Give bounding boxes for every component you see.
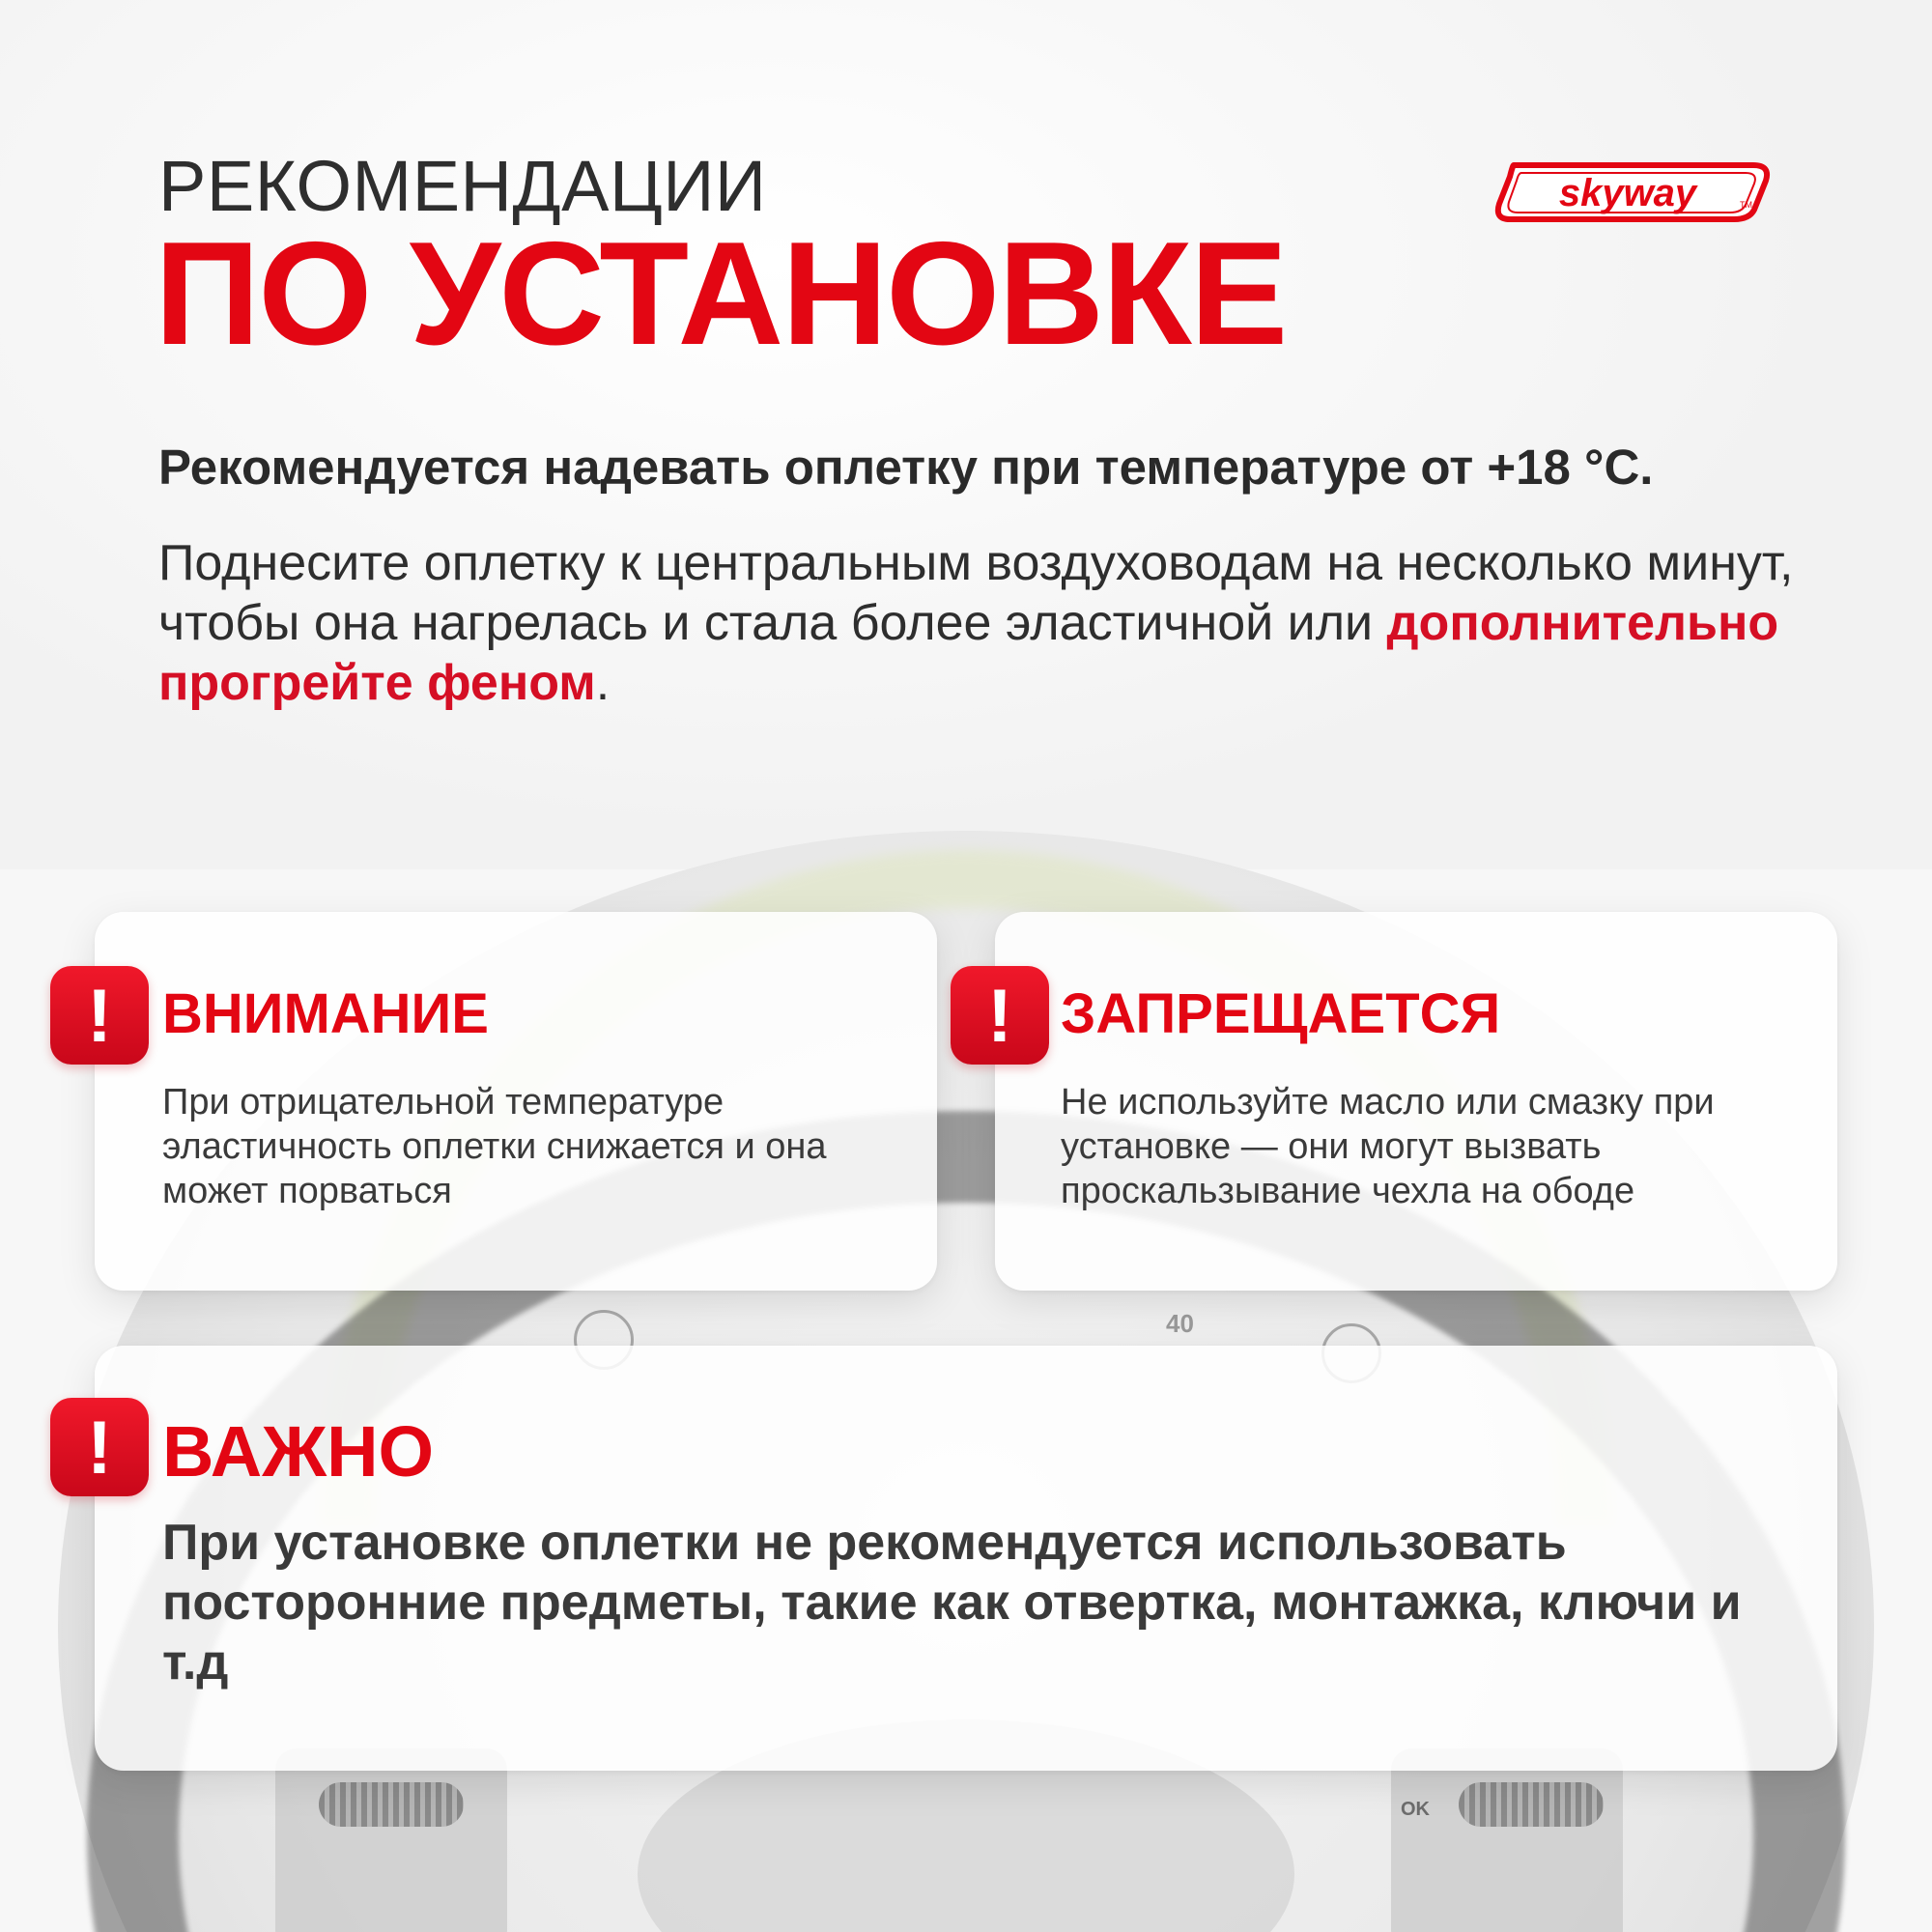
dashboard-number: 200	[1474, 1311, 1517, 1340]
attention-text: При отрицательной температуре эластичность оплетки снижается и она может порваться	[162, 1082, 827, 1211]
wheel-switch-right	[1391, 1748, 1623, 1932]
logo-text: skyway	[1558, 172, 1697, 214]
dashboard-number: 40	[1166, 1309, 1194, 1338]
instruction-paragraph	[158, 533, 1820, 713]
skyway-logo	[1492, 157, 1773, 225]
forbidden-title: ЗАПРЕЩАЕТСЯ	[1061, 982, 1501, 1045]
roller-right	[1459, 1782, 1604, 1827]
page-subtitle: РЕКОМЕНДАЦИИ	[158, 146, 767, 226]
temperature-recommendation: Рекомендуется надевать оплетку при температуре от +18 °C.	[158, 440, 1654, 495]
important-text: При установке оплетки не рекомендуется использовать посторонние предметы, такие как отвертка, монтажка, ключи и т.д	[162, 1515, 1742, 1690]
forbidden-text: Не используйте масло или смазку при установке — они могут вызвать проскальзывание чехла на ободе	[1061, 1082, 1715, 1211]
exclamation-icon: !	[50, 1398, 149, 1496]
roller-left	[319, 1782, 464, 1827]
instruction-end: .	[595, 655, 611, 711]
wheel-switch-left	[275, 1748, 507, 1932]
page-title: ПО УСТАНОВКЕ	[155, 212, 1287, 376]
ok-label: OK	[1401, 1799, 1430, 1820]
dashboard-number: 2	[425, 1312, 440, 1341]
attention-title: ВНИМАНИЕ	[162, 982, 489, 1045]
important-title: ВАЖНО	[162, 1411, 435, 1492]
instruction-highlight: дополнительно прогрейте феном	[158, 595, 1779, 711]
exclamation-icon: !	[951, 966, 1049, 1065]
exclamation-icon: !	[50, 966, 149, 1065]
instruction-text: Поднесите оплетку к центральным воздуховодам на несколько минут, чтобы она нагрелась и стала более эластичной или	[158, 535, 1794, 651]
logo-trademark: TM	[1740, 200, 1752, 210]
background-light	[0, 0, 1932, 869]
